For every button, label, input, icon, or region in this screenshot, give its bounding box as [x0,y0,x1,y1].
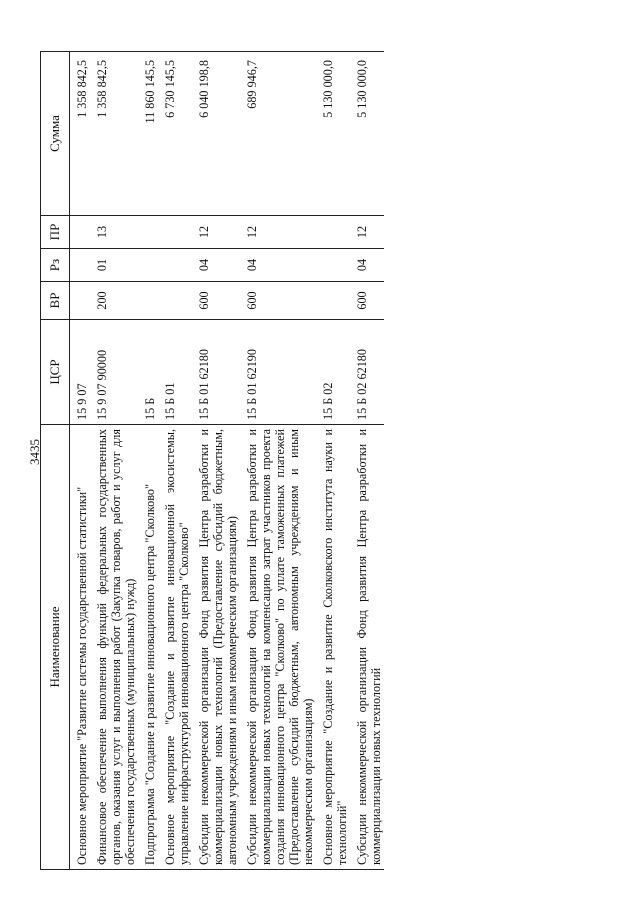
row-name: Субсидии некоммерческой организации Фонд развития Центра разработки и коммерциализации новых технологий [354,425,384,870]
budget-table [40,51,384,870]
header-rz: Рз [41,249,70,282]
row-pr [320,216,350,249]
row-vr: 600 [354,282,384,320]
row-csr: 15 Б 01 62180 [196,320,240,425]
header-sum: Сумма [41,52,70,216]
table-row [74,52,90,870]
rotated-page [40,25,600,870]
table-row [320,52,350,870]
row-pr [162,216,192,249]
header-name: Наименование [41,425,70,870]
header-csr: ЦСР [41,320,70,425]
row-name: Основное мероприятие "Создание и развитие инновационной экосистемы, управление инфраструктурой инновационного центра "Сколково" [162,425,192,870]
row-vr [142,282,158,320]
page-number: 3435 [27,439,42,465]
row-rz: 04 [354,249,384,282]
row-csr: 15 Б 01 62190 [244,320,316,425]
row-sum: 1 358 842,5 [94,52,138,216]
row-name: Подпрограмма "Создание и развитие инновационного центра "Сколково" [142,425,158,870]
row-sum: 1 358 842,5 [74,52,90,216]
table-header [41,52,70,870]
row-csr: 15 Б 02 [320,320,350,425]
row-sum: 5 130 000,0 [354,52,384,216]
table-row [244,52,316,870]
row-rz [320,249,350,282]
table-body [70,52,385,870]
row-name: Основное мероприятие "Создание и развитие Сколковского института науки и технологий" [320,425,350,870]
row-name: Основное мероприятие "Развитие системы государственной статистики" [74,425,90,870]
row-csr: 15 9 07 90000 [94,320,138,425]
row-sum: 5 130 000,0 [320,52,350,216]
row-pr: 13 [94,216,138,249]
row-name: Субсидии некоммерческой организации Фонд развития Центра разработки и коммерциализации новых технологий (Предоставление субсидий бюджетным, автономным учреждениям и иным некоммерческим организациям) [196,425,240,870]
header-vr: ВР [41,282,70,320]
row-sum: 6 730 145,5 [162,52,192,216]
row-sum: 689 946,7 [244,52,316,216]
row-pr [74,216,90,249]
table-row [162,52,192,870]
row-rz [74,249,90,282]
row-sum: 6 040 198,8 [196,52,240,216]
row-rz [142,249,158,282]
row-rz [162,249,192,282]
row-csr: 15 Б 01 [162,320,192,425]
row-pr [142,216,158,249]
row-vr: 200 [94,282,138,320]
row-rz: 04 [244,249,316,282]
table-row [196,52,240,870]
row-sum: 11 860 145,5 [142,52,158,216]
table-row [142,52,158,870]
row-vr [74,282,90,320]
table-row [94,52,138,870]
table-row [354,52,384,870]
row-vr: 600 [196,282,240,320]
row-pr: 12 [354,216,384,249]
row-pr: 12 [244,216,316,249]
row-name: Финансовое обеспечение выполнения функций федеральных государственных органов, оказания услуг и выполнения работ (Закупка товаров, работ и услуг для обеспечения государственных (муниципальных) нужд) [94,425,138,870]
row-vr [320,282,350,320]
row-csr: 15 Б 02 62180 [354,320,384,425]
header-pr: ПР [41,216,70,249]
row-vr: 600 [244,282,316,320]
row-rz: 04 [196,249,240,282]
row-vr [162,282,192,320]
row-pr: 12 [196,216,240,249]
row-rz: 01 [94,249,138,282]
row-csr: 15 9 07 [74,320,90,425]
row-csr: 15 Б [142,320,158,425]
row-name: Субсидии некоммерческой организации Фонд развития Центра разработки и коммерциализации новых технологий на компенсацию затрат участников проекта создания инновационного центра "Сколково" по уплате таможенных платежей (Предоставление субсидий бюджетным, автономным учреждениям и иным некоммерческим организациям) [244,425,316,870]
